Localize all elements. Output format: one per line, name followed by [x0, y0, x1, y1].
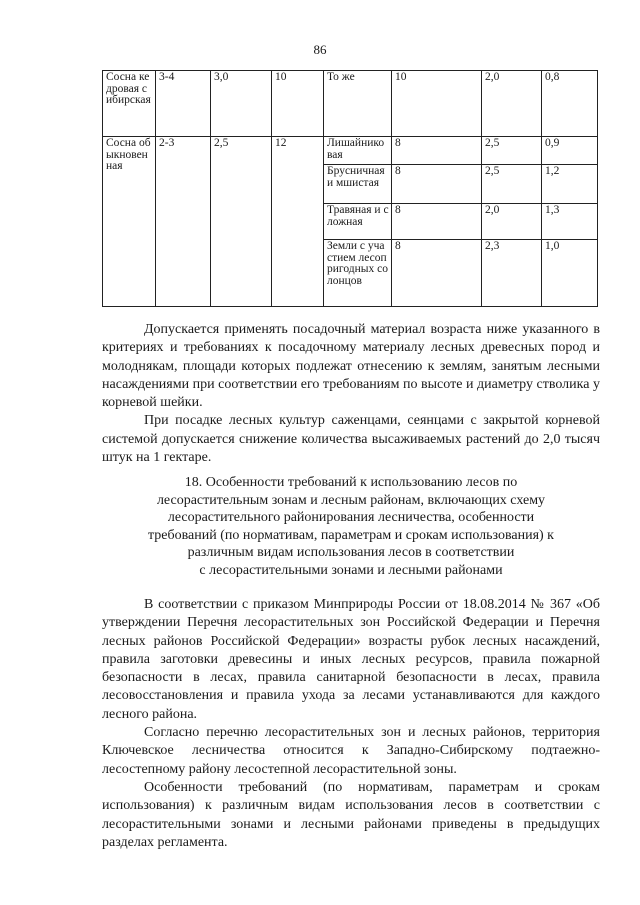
- paragraph: Особенности требований (по нормативам, параметрам и срокам использования) к различным видам использования лесов в соответствии с лесорастительными зонами и лесными районами приведены в предыдущих разделах регламента.: [102, 779, 600, 850]
- paragraph: При посадке лесных культур саженцами, сеянцами с закрытой корневой системой допускается снижение количества высаживаемых растений до 2,0 тысяч штук на 1 гектаре.: [102, 413, 600, 466]
- heading-line: лесорастительного районирования лесничества, особенности: [167, 510, 535, 526]
- value-cell: 0,9: [542, 137, 598, 165]
- height-cell: 2,5: [211, 137, 272, 307]
- paragraph: В соответствии с приказом Минприроды России от 18.08.2014 № 367 «Об утверждении Перечня лесорастительных зон Российской Федерации и Перечня лесных районов Российской Федерации» возрасты рубок лесных насаждений, правила заготовки древесины и иных лесных ресурсов, правила пожарной безопасности в лесах, правила санитарной безопасности в лесах, правила лесовосстановления и правила ухода за лесами устанавливаются для каждого лесного района.: [102, 597, 600, 722]
- planting-material-table: [102, 70, 598, 307]
- coef-cell: 2,0: [482, 204, 542, 240]
- paragraph: Согласно перечню лесорастительных зон и лесных районов, территория Ключевское лесничества относится к Западно-Сибирскому подтаежно-лесостепному району лесостепной лесорастительной зоны.: [102, 725, 600, 777]
- paragraph: Допускается применять посадочный материал возраста ниже указанного в критериях и требованиях к посадочному материалу лесных древесных пород и молоднякам, площади которых подлежат отнесению к землям, занятым лесными насаждениями при соответствии его требованиям по высоте и диаметру стволика у корневой шейки.: [102, 322, 600, 411]
- species-cell: Сосна кедровая сибирская: [103, 71, 156, 137]
- table-row: [103, 137, 598, 165]
- forest-type-cell: Земли с участием лесопригодных солонцов: [324, 240, 392, 307]
- coef-cell: 2,3: [482, 240, 542, 307]
- coef-cell: 2,0: [482, 71, 542, 137]
- heading-line: требований (по нормативам, параметрам и срокам использования) к: [148, 527, 554, 543]
- forest-type-cell: Брусничная и мшистая: [324, 165, 392, 204]
- count-cell: 8: [392, 165, 482, 204]
- heading-line: 18. Особенности требований к использованию лесов по: [184, 475, 518, 490]
- diameter-cell: 10: [272, 71, 324, 137]
- paragraphs-block-1: [102, 321, 600, 467]
- species-cell: Сосна обыкновенная: [103, 137, 156, 307]
- height-cell: 3,0: [211, 71, 272, 137]
- age-cell: 3-4: [156, 71, 211, 137]
- value-cell: 0,8: [542, 71, 598, 137]
- value-cell: 1,0: [542, 240, 598, 307]
- forest-type-cell: То же: [324, 71, 392, 137]
- count-cell: 8: [392, 204, 482, 240]
- value-cell: 1,3: [542, 204, 598, 240]
- table-row: [103, 71, 598, 137]
- page-number: 86: [313, 42, 327, 57]
- heading-line: с лесорастительными зонами и лесными районами: [199, 562, 503, 578]
- count-cell: 8: [392, 240, 482, 307]
- section-heading: [102, 474, 600, 580]
- value-cell: 1,2: [542, 165, 598, 204]
- age-cell: 2-3: [156, 137, 211, 307]
- forest-type-cell: Травяная и сложная: [324, 204, 392, 240]
- paragraphs-block-2: [102, 596, 600, 852]
- coef-cell: 2,5: [482, 137, 542, 165]
- forest-type-cell: Лишайниковая: [324, 137, 392, 165]
- count-cell: 8: [392, 137, 482, 165]
- coef-cell: 2,5: [482, 165, 542, 204]
- diameter-cell: 12: [272, 137, 324, 307]
- count-cell: 10: [392, 71, 482, 137]
- heading-line: лесорастительным зонам и лесным районам, включающих схему: [156, 492, 546, 508]
- heading-line: различным видам использования лесов в соответствии: [187, 545, 515, 561]
